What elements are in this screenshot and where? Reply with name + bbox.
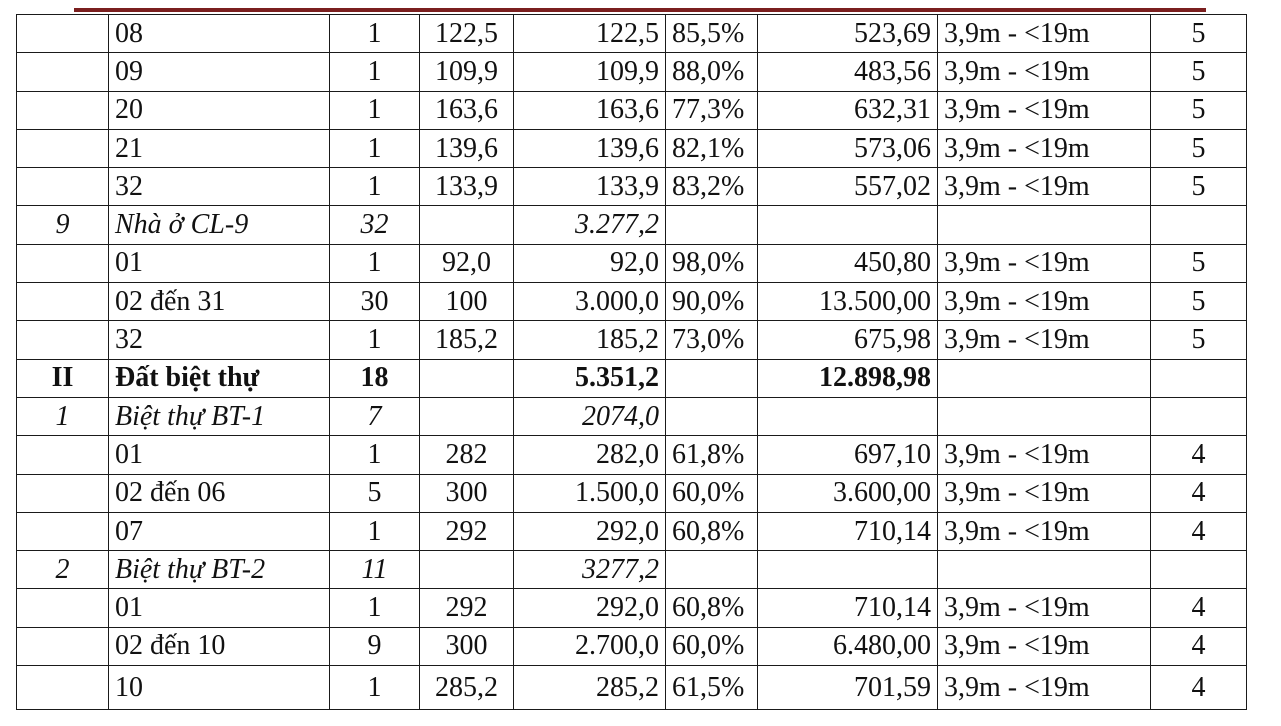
count-cell: 30 [330,283,420,321]
density-cell [666,359,758,397]
floor-area-cell: 13.500,00 [758,283,938,321]
floors-cell: 4 [1151,666,1247,710]
index-cell [17,15,109,53]
floors-cell: 4 [1151,474,1247,512]
floors-cell: 5 [1151,283,1247,321]
table-row [17,666,1247,710]
lot-name-cell: 01 [109,244,330,282]
count-cell: 11 [330,551,420,589]
lot-name-cell: 09 [109,53,330,91]
floor-area-cell: 3.600,00 [758,474,938,512]
total-area-cell: 2074,0 [514,397,666,435]
area-per-lot-cell [420,359,514,397]
floors-cell: 5 [1151,244,1247,282]
density-cell: 88,0% [666,53,758,91]
density-cell: 90,0% [666,283,758,321]
table-row [17,283,1247,321]
count-cell: 1 [330,244,420,282]
lot-name-cell: 01 [109,436,330,474]
count-cell: 18 [330,359,420,397]
index-cell [17,589,109,627]
count-cell: 1 [330,589,420,627]
group-header-row [17,359,1247,397]
floor-area-cell [758,397,938,435]
density-cell: 82,1% [666,129,758,167]
count-cell: 5 [330,474,420,512]
total-area-cell: 285,2 [514,666,666,710]
total-area-cell: 122,5 [514,15,666,53]
lot-name-cell: Biệt thự BT-2 [109,551,330,589]
floor-area-cell: 573,06 [758,129,938,167]
area-per-lot-cell: 185,2 [420,321,514,359]
floor-area-cell [758,206,938,244]
total-area-cell: 3.277,2 [514,206,666,244]
total-area-cell: 1.500,0 [514,474,666,512]
table-row [17,15,1247,53]
height-cell: 3,9m - <19m [938,91,1151,129]
table-row [17,244,1247,282]
density-cell: 61,5% [666,666,758,710]
height-cell: 3,9m - <19m [938,283,1151,321]
top-border-bar [74,0,1206,12]
area-per-lot-cell: 100 [420,283,514,321]
floors-cell: 5 [1151,321,1247,359]
lot-name-cell: 10 [109,666,330,710]
index-cell [17,129,109,167]
area-per-lot-cell [420,551,514,589]
total-area-cell: 3.000,0 [514,283,666,321]
index-cell [17,474,109,512]
lot-name-cell: 21 [109,129,330,167]
total-area-cell: 139,6 [514,129,666,167]
index-cell: 9 [17,206,109,244]
height-cell: 3,9m - <19m [938,627,1151,665]
lot-name-cell: 02 đến 10 [109,627,330,665]
density-cell: 60,8% [666,512,758,550]
area-per-lot-cell: 282 [420,436,514,474]
table-row [17,321,1247,359]
height-cell: 3,9m - <19m [938,512,1151,550]
floor-area-cell: 483,56 [758,53,938,91]
density-cell: 77,3% [666,91,758,129]
index-cell [17,283,109,321]
height-cell [938,206,1151,244]
floors-cell: 5 [1151,168,1247,206]
table-row [17,129,1247,167]
floor-area-cell: 701,59 [758,666,938,710]
floor-area-cell [758,551,938,589]
floor-area-cell: 557,02 [758,168,938,206]
subgroup-header-row [17,397,1247,435]
table-row [17,436,1247,474]
height-cell: 3,9m - <19m [938,129,1151,167]
density-cell: 61,8% [666,436,758,474]
density-cell [666,206,758,244]
lot-name-cell: 07 [109,512,330,550]
floors-cell: 4 [1151,512,1247,550]
index-cell [17,168,109,206]
land-lot-table [16,14,1247,710]
floors-cell: 4 [1151,589,1247,627]
total-area-cell: 3277,2 [514,551,666,589]
floors-cell: 5 [1151,53,1247,91]
height-cell: 3,9m - <19m [938,474,1151,512]
height-cell: 3,9m - <19m [938,244,1151,282]
lot-name-cell: 20 [109,91,330,129]
floors-cell [1151,551,1247,589]
total-area-cell: 2.700,0 [514,627,666,665]
total-area-cell: 5.351,2 [514,359,666,397]
floors-cell: 4 [1151,436,1247,474]
total-area-cell: 282,0 [514,436,666,474]
table-row [17,53,1247,91]
floors-cell: 4 [1151,627,1247,665]
count-cell: 1 [330,321,420,359]
floor-area-cell: 632,31 [758,91,938,129]
index-cell [17,53,109,91]
height-cell: 3,9m - <19m [938,321,1151,359]
total-area-cell: 109,9 [514,53,666,91]
area-per-lot-cell [420,206,514,244]
count-cell: 1 [330,53,420,91]
index-cell [17,91,109,129]
density-cell: 60,0% [666,627,758,665]
area-per-lot-cell: 92,0 [420,244,514,282]
height-cell: 3,9m - <19m [938,53,1151,91]
lot-name-cell: 08 [109,15,330,53]
floor-area-cell: 675,98 [758,321,938,359]
index-cell [17,627,109,665]
count-cell: 1 [330,168,420,206]
area-per-lot-cell: 109,9 [420,53,514,91]
floors-cell: 5 [1151,91,1247,129]
density-cell [666,397,758,435]
area-per-lot-cell: 122,5 [420,15,514,53]
index-cell: 1 [17,397,109,435]
lot-name-cell: 02 đến 06 [109,474,330,512]
total-area-cell: 292,0 [514,512,666,550]
area-per-lot-cell: 292 [420,512,514,550]
height-cell [938,551,1151,589]
lot-name-cell: 02 đến 31 [109,283,330,321]
floors-cell [1151,359,1247,397]
floor-area-cell: 450,80 [758,244,938,282]
count-cell: 1 [330,666,420,710]
subgroup-header-row [17,206,1247,244]
count-cell: 1 [330,15,420,53]
subgroup-header-row [17,551,1247,589]
floors-cell: 5 [1151,129,1247,167]
height-cell [938,397,1151,435]
area-per-lot-cell [420,397,514,435]
table-body [17,15,1247,710]
floors-cell [1151,397,1247,435]
lot-name-cell: 01 [109,589,330,627]
height-cell: 3,9m - <19m [938,589,1151,627]
floor-area-cell: 710,14 [758,589,938,627]
density-cell: 85,5% [666,15,758,53]
floor-area-cell: 697,10 [758,436,938,474]
floor-area-cell: 710,14 [758,512,938,550]
total-area-cell: 133,9 [514,168,666,206]
index-cell: 2 [17,551,109,589]
density-cell: 73,0% [666,321,758,359]
floors-cell [1151,206,1247,244]
index-cell [17,321,109,359]
table-row [17,512,1247,550]
area-per-lot-cell: 300 [420,627,514,665]
area-per-lot-cell: 133,9 [420,168,514,206]
total-area-cell: 292,0 [514,589,666,627]
height-cell [938,359,1151,397]
height-cell: 3,9m - <19m [938,15,1151,53]
floor-area-cell: 12.898,98 [758,359,938,397]
area-per-lot-cell: 292 [420,589,514,627]
density-cell [666,551,758,589]
lot-name-cell: Đất biệt thự [109,359,330,397]
area-per-lot-cell: 300 [420,474,514,512]
lot-name-cell: 32 [109,321,330,359]
density-cell: 98,0% [666,244,758,282]
floor-area-cell: 523,69 [758,15,938,53]
lot-name-cell: Biệt thự BT-1 [109,397,330,435]
floor-area-cell: 6.480,00 [758,627,938,665]
count-cell: 1 [330,129,420,167]
index-cell [17,666,109,710]
index-cell [17,512,109,550]
index-cell: II [17,359,109,397]
table-row [17,627,1247,665]
density-cell: 60,0% [666,474,758,512]
index-cell [17,244,109,282]
count-cell: 1 [330,91,420,129]
table-row [17,589,1247,627]
total-area-cell: 163,6 [514,91,666,129]
lot-name-cell: 32 [109,168,330,206]
count-cell: 7 [330,397,420,435]
height-cell: 3,9m - <19m [938,436,1151,474]
area-per-lot-cell: 139,6 [420,129,514,167]
height-cell: 3,9m - <19m [938,666,1151,710]
total-area-cell: 92,0 [514,244,666,282]
density-cell: 60,8% [666,589,758,627]
area-per-lot-cell: 285,2 [420,666,514,710]
area-per-lot-cell: 163,6 [420,91,514,129]
table-row [17,91,1247,129]
count-cell: 32 [330,206,420,244]
floors-cell: 5 [1151,15,1247,53]
table-row [17,168,1247,206]
table-row [17,474,1247,512]
index-cell [17,436,109,474]
height-cell: 3,9m - <19m [938,168,1151,206]
count-cell: 1 [330,512,420,550]
density-cell: 83,2% [666,168,758,206]
count-cell: 1 [330,436,420,474]
lot-name-cell: Nhà ở CL-9 [109,206,330,244]
count-cell: 9 [330,627,420,665]
total-area-cell: 185,2 [514,321,666,359]
